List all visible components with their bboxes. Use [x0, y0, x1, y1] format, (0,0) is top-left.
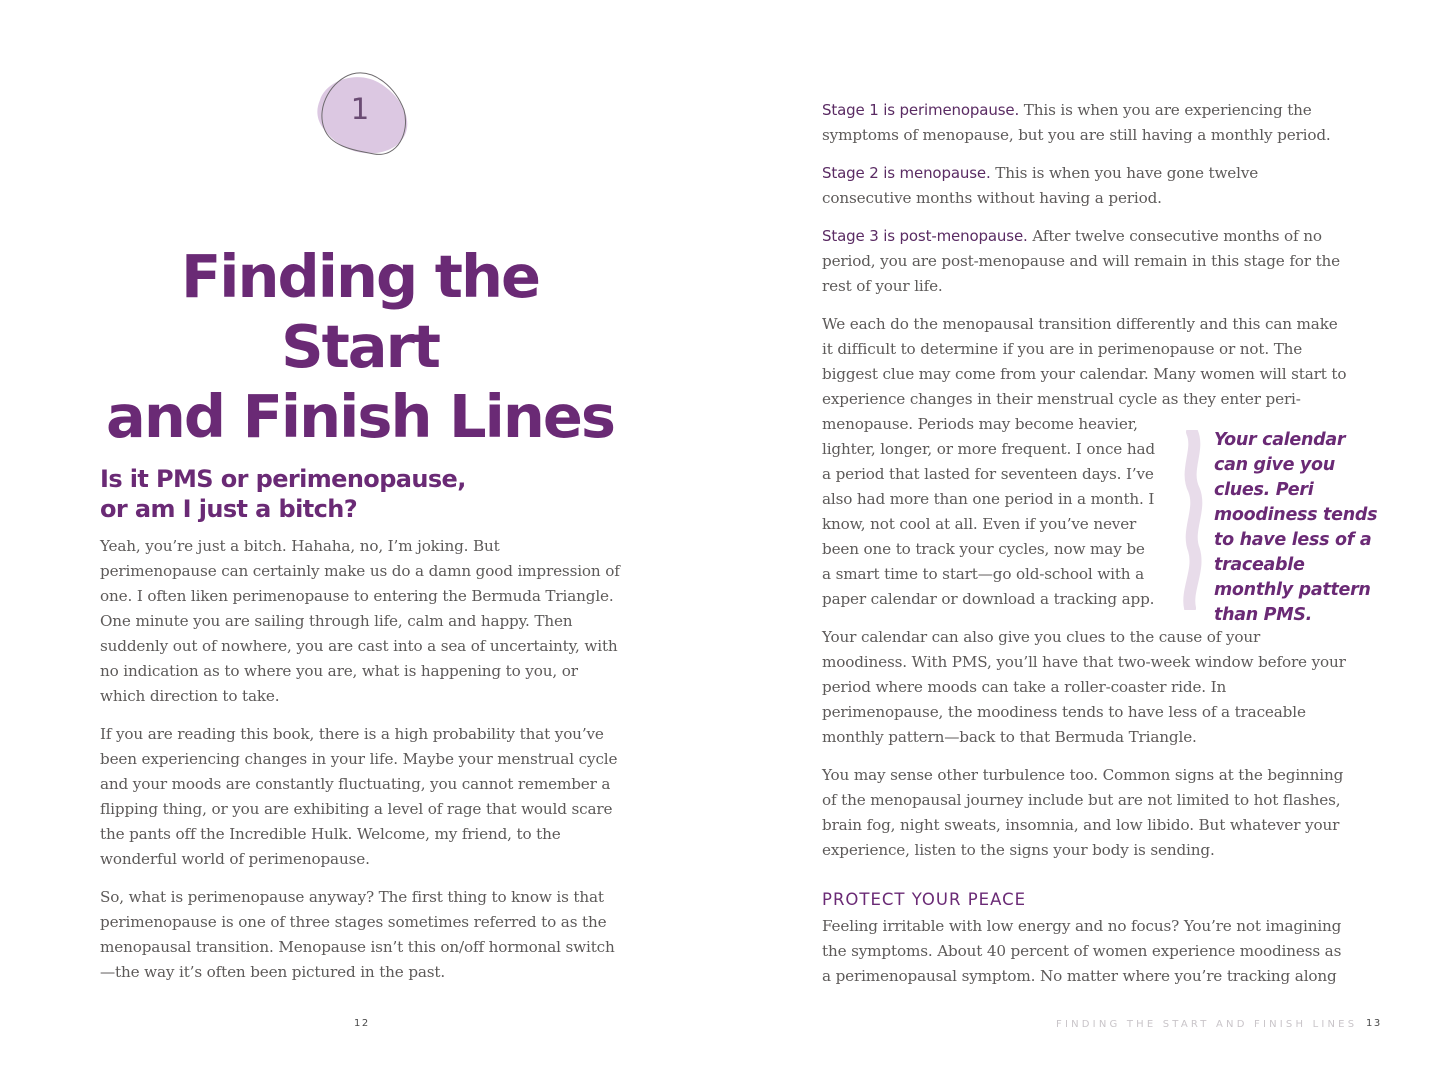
subheading: PROTECT YOUR PEACE: [822, 890, 1027, 909]
chapter-title-line-2: and Finish Lines: [106, 382, 614, 451]
stage-lead: Stage 2 is menopause.: [822, 164, 991, 182]
stage-text: This is when you have gone twelve consecutive months without having a period.: [822, 164, 1259, 207]
body-paragraph-wrapped: menopause. Periods may become heavier, lighter, longer, or more frequent. I once had a period that lasted for seventeen days. I’ve also had more than one period in a month. I know, not cool at all. Even if you’ve never been one to track your cycles, now may be a smart time to start—go old-school with a paper calendar or download a tracking app.: [822, 415, 1155, 608]
chapter-title-line-1: Finding the Start: [181, 242, 539, 381]
brush-stroke-icon: [1178, 430, 1206, 610]
stage-text: After twelve consecutive months of no period, you are post-menopause and will remain in this stage for the rest of your life.: [822, 227, 1340, 295]
page-number: 12: [354, 1018, 370, 1029]
chapter-number: 1: [350, 92, 370, 126]
body-paragraph: Your calendar can also give you clues to the cause of your moodiness. With PMS, you’ll have that two-week window before your period where moods can take a roller-coaster ride. In perimenopause, the moodiness tends to have less of a traceable monthly pattern—back to that Bermuda Triangle.: [822, 628, 1346, 746]
stage-paragraph: [822, 161, 1347, 211]
left-page: [0, 0, 722, 1084]
body-paragraph: We each do the menopausal transition differently and this can make it difficult to determine if you are in perimenopause or not. The biggest clue may come from your calendar. Many women will start to experience changes in their menstrual cycle as they enter peri-: [822, 315, 1347, 408]
running-head: FINDING THE START AND FINISH LINES: [1056, 1019, 1358, 1030]
stage-paragraph: [822, 224, 1347, 299]
body-paragraph: You may sense other turbulence too. Common signs at the beginning of the menopausal journey include but are not limited to hot flashes, brain fog, night sweats, insomnia, and low libido. But whatever your experience, listen to the signs your body is sending.: [822, 766, 1344, 859]
stage-text: This is when you are experiencing the symptoms of menopause, but you are still having a monthly period.: [822, 101, 1331, 144]
stage-lead: Stage 1 is perimenopause.: [822, 101, 1020, 119]
stage-paragraph: [822, 98, 1347, 148]
section-heading-line-2: or am I just a bitch?: [100, 495, 358, 523]
section-heading-line-1: Is it PMS or perimenopause,: [100, 465, 466, 493]
body-paragraph: If you are reading this book, there is a high probability that you’ve been experiencing changes in your life. Maybe your menstrual cycle and your moods are constantly fluctuating, you cannot remember a flipping thing, or you are exhibiting a level of rage that would scare the pants off the Incredible Hulk. Welcome, my friend, to the wonderful world of perimenopause.: [100, 725, 618, 868]
chapter-title: [100, 242, 620, 452]
body-paragraph: So, what is perimenopause anyway? The first thing to know is that perimenopause is one of three stages sometimes referred to as the menopausal transition. Menopause isn’t this on/off hormonal switch—the way it’s often been pictured in the past.: [100, 888, 615, 981]
body-paragraph: Feeling irritable with low energy and no focus? You’re not imagining the symptoms. About 40 percent of women experience moodiness as a perimenopausal symptom. No matter where you’re tracking along: [822, 917, 1342, 985]
right-page: [722, 0, 1445, 1084]
stage-lead: Stage 3 is post-menopause.: [822, 227, 1028, 245]
section-heading: [100, 464, 540, 524]
page-number: 13: [1366, 1018, 1382, 1029]
chapter-number-badge: [312, 70, 412, 160]
body-paragraph: Yeah, you’re just a bitch. Hahaha, no, I’m joking. But perimenopause can certainly make us do a damn good impression of one. I often liken perimenopause to entering the Bermuda Triangle. One minute you are sailing through life, calm and happy. Then suddenly out of nowhere, you are cast into a sea of uncertainty, with no indication as to where you are, what is happening to you, or which direction to take.: [100, 537, 620, 705]
pull-quote: Your calendar can give you clues. Peri moodiness tends to have less of a traceable monthly pattern than PMS.: [1214, 430, 1378, 625]
